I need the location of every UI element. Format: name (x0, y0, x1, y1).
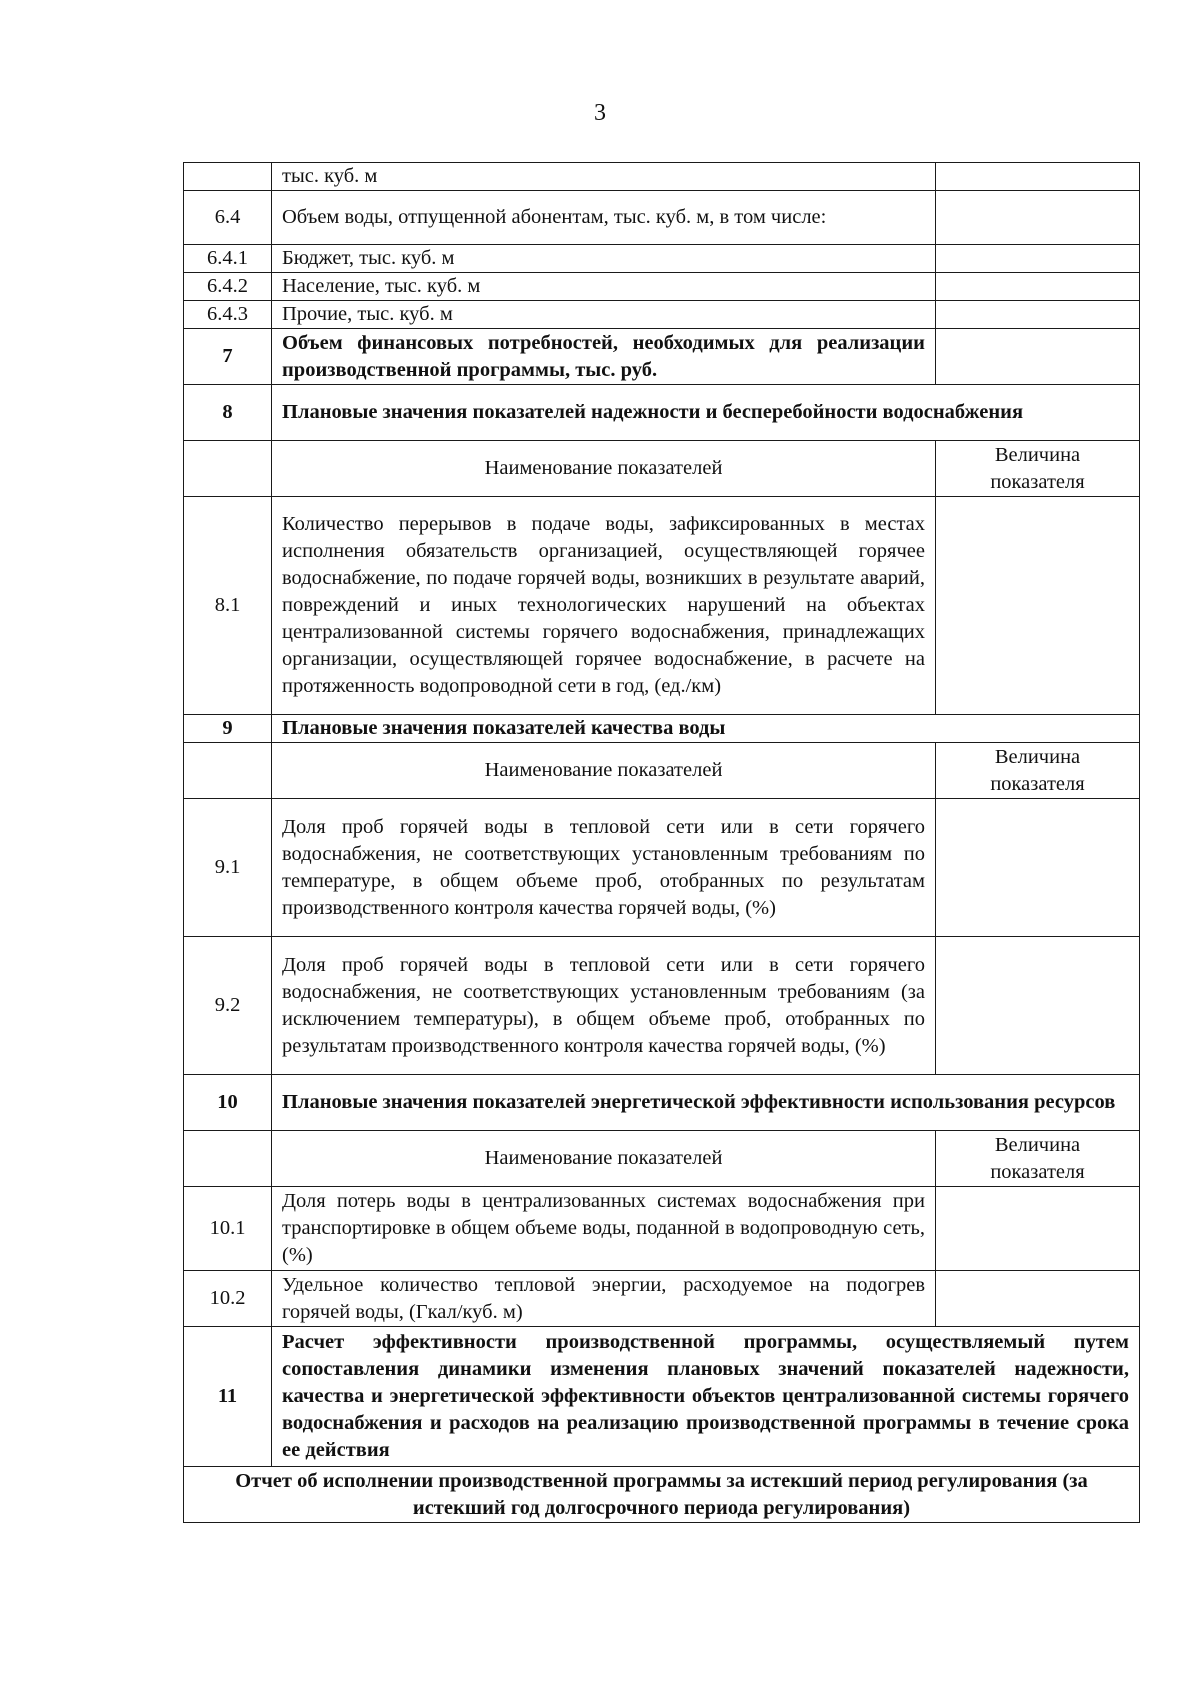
indicator-value-header: Величина показателя (936, 743, 1140, 799)
table-row (184, 245, 1140, 273)
report-title-cell: Отчет об исполнении производственной программы за истекший период регулирования (за истекший год долгосрочного периода регулирования) (184, 1467, 1140, 1523)
row-number-cell: 6.4 (184, 191, 272, 245)
production-program-table (183, 162, 1140, 1523)
row-value-cell (936, 799, 1140, 937)
row-value-cell (936, 163, 1140, 191)
row-value-cell (936, 497, 1140, 715)
row-value-cell (936, 245, 1140, 273)
row-number-cell: 10.1 (184, 1187, 272, 1271)
section-row (184, 1075, 1140, 1131)
section-row (184, 1327, 1140, 1467)
row-name-cell: Количество перерывов в подаче воды, зафиксированных в местах исполнения обязательств организацией, осуществляющей горячее водоснабжение, по подаче горячей воды, возникших в результате аварий, повреждений и иных технологических нарушений на объектах централизованной системы горячего водоснабжения, принадлежащих организации, осуществляющей горячее водоснабжение, в расчете на протяженность водопроводной сети в год, (ед./км) (272, 497, 936, 715)
indicator-header-row (184, 743, 1140, 799)
row-name-cell: Удельное количество тепловой энергии, расходуемое на подогрев горячей воды, (Гкал/куб. м) (272, 1271, 936, 1327)
row-number-cell (184, 441, 272, 497)
section-title-cell: Расчет эффективности производственной программы, осуществляемый путем сопоставления динамики изменения плановых значений показателей надежности, качества и энергетической эффективности объектов централизованной системы горячего водоснабжения и расходов на реализацию производственной программы в течение срока ее действия (272, 1327, 1140, 1467)
table-row (184, 1187, 1140, 1271)
row-name-cell: Доля проб горячей воды в тепловой сети или в сети горячего водоснабжения, не соответствующих установленным требованиям по температуре, в общем объеме проб, отобранных по результатам производственного контроля качества горячей воды, (%) (272, 799, 936, 937)
row-name-cell: Прочие, тыс. куб. м (272, 301, 936, 329)
row-name-cell: Доля потерь воды в централизованных системах водоснабжения при транспортировке в общем объеме воды, поданной в водопроводную сеть, (%) (272, 1187, 936, 1271)
table-row (184, 191, 1140, 245)
table-row (184, 301, 1140, 329)
row-value-cell (936, 273, 1140, 301)
section-title-cell: Плановые значения показателей качества воды (272, 715, 1140, 743)
section-number-cell: 10 (184, 1075, 272, 1131)
row-value-cell (936, 329, 1140, 385)
table-row (184, 163, 1140, 191)
section-number-cell: 7 (184, 329, 272, 385)
row-number-cell: 10.2 (184, 1271, 272, 1327)
row-value-cell (936, 1187, 1140, 1271)
report-row (184, 1467, 1140, 1523)
section-number-cell: 9 (184, 715, 272, 743)
row-value-cell (936, 191, 1140, 245)
indicator-value-header: Величина показателя (936, 1131, 1140, 1187)
row-name-cell: Бюджет, тыс. куб. м (272, 245, 936, 273)
indicator-value-header: Величина показателя (936, 441, 1140, 497)
section-title-cell: Объем финансовых потребностей, необходимых для реализации производственной программы, тыс. руб. (272, 329, 936, 385)
indicator-name-header: Наименование показателей (272, 441, 936, 497)
row-number-cell: 8.1 (184, 497, 272, 715)
page-number: 3 (594, 100, 606, 126)
row-name-cell: Объем воды, отпущенной абонентам, тыс. куб. м, в том числе: (272, 191, 936, 245)
row-number-cell: 9.2 (184, 937, 272, 1075)
indicator-header-row (184, 441, 1140, 497)
row-name-cell: Население, тыс. куб. м (272, 273, 936, 301)
row-value-cell (936, 1271, 1140, 1327)
row-number-cell: 9.1 (184, 799, 272, 937)
row-value-cell (936, 301, 1140, 329)
indicator-name-header: Наименование показателей (272, 1131, 936, 1187)
row-value-cell (936, 937, 1140, 1075)
row-number-cell: 6.4.2 (184, 273, 272, 301)
row-name-cell: тыс. куб. м (272, 163, 936, 191)
table-row (184, 1271, 1140, 1327)
table-row (184, 799, 1140, 937)
section-title-cell: Плановые значения показателей энергетической эффективности использования ресурсов (272, 1075, 1140, 1131)
section-title-cell: Плановые значения показателей надежности и бесперебойности водоснабжения (272, 385, 1140, 441)
row-number-cell (184, 163, 272, 191)
section-row (184, 385, 1140, 441)
indicator-name-header: Наименование показателей (272, 743, 936, 799)
section-number-cell: 11 (184, 1327, 272, 1467)
table-row (184, 273, 1140, 301)
indicator-header-row (184, 1131, 1140, 1187)
section-row (184, 329, 1140, 385)
row-name-cell: Доля проб горячей воды в тепловой сети или в сети горячего водоснабжения, не соответствующих установленным требованиям (за исключением температуры), в общем объеме проб, отобранных по результатам производственного контроля качества горячей воды, (%) (272, 937, 936, 1075)
section-number-cell: 8 (184, 385, 272, 441)
row-number-cell: 6.4.1 (184, 245, 272, 273)
row-number-cell: 6.4.3 (184, 301, 272, 329)
row-number-cell (184, 1131, 272, 1187)
table-row (184, 497, 1140, 715)
table-row (184, 937, 1140, 1075)
row-number-cell (184, 743, 272, 799)
section-row (184, 715, 1140, 743)
